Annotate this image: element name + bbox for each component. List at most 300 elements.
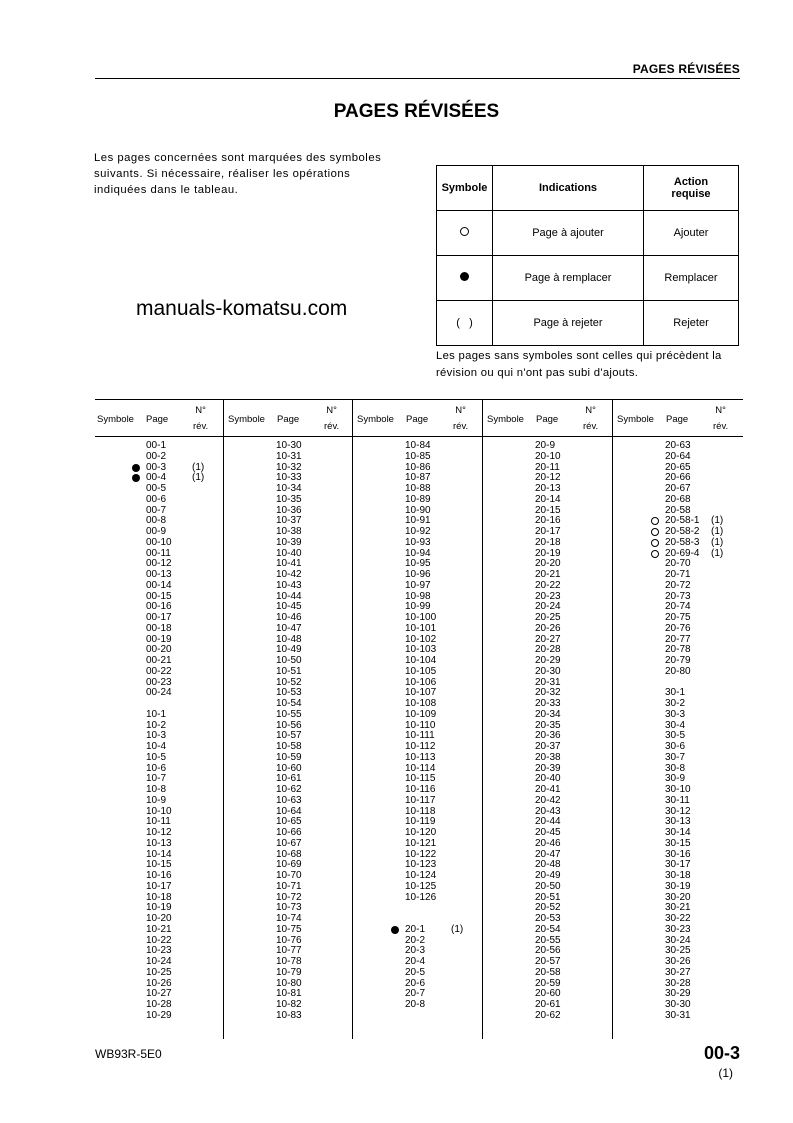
list-page-number: 20-4 [405,956,426,967]
col-header-page: Page [146,414,169,425]
list-page-number: 00-11 [146,547,171,559]
list-page-number: 00-20 [146,644,172,656]
list-page-number: 10-59 [276,751,302,763]
list-item [276,796,396,807]
list-page-number: 30-31 [665,1009,691,1021]
list-page-number: 20-58-2 [665,526,700,537]
list-page-number: 10-57 [276,730,302,742]
legend-indication: Page à remplacer [493,256,644,301]
list-page-number: 20-19 [535,547,561,559]
list-page-number: 20-28 [535,644,561,656]
list-page-number: 20-16 [535,515,561,527]
list-page-number: 30-24 [665,934,691,946]
list-page-number: 20-46 [535,837,561,849]
list-page-number: 20-53 [535,913,561,924]
legend-note [436,348,756,382]
list-page-number: 00-7 [146,504,167,516]
list-page-number: 10-65 [276,816,302,828]
col-header-rev [713,403,728,435]
list-page-number: 10-96 [405,569,431,580]
list-page-number: 30-18 [665,870,691,881]
list-page-number: 10-62 [276,784,302,795]
list-item [146,688,266,699]
list-page-number: 20-26 [535,622,561,634]
list-item [535,624,655,635]
list-item [146,624,266,635]
list-page-number: 10-115 [405,773,436,785]
intro-paragraph [94,150,414,198]
filled-circle-icon [132,474,140,482]
list-page-number: 00-16 [146,601,172,613]
list-item [146,667,266,678]
list-page-number: 30-15 [665,837,691,849]
list-item [535,839,655,850]
list-item [665,624,785,635]
list-item [146,839,266,850]
col-header-symbol: Symbole [487,414,524,425]
list-page-number: 10-94 [405,547,431,559]
list-page-number: 20-5 [405,966,426,978]
list-page-number: 10-26 [146,977,172,989]
list-page-number: 20-3 [405,945,426,957]
list-page-number: 20-10 [535,450,561,462]
page-list-column [276,441,396,1022]
list-page-number: 10-2 [146,719,167,731]
list-page-number: 20-39 [535,762,561,774]
list-page-number: 30-14 [665,827,691,838]
list-page-number: 20-9 [535,440,556,451]
list-item [276,538,396,549]
list-page-number: 10-123 [405,859,437,871]
list-page-number: 10-111 [405,730,435,742]
list-item [665,495,785,506]
legend-indication: Page à rejeter [493,301,644,346]
legend-symbol-cell [437,211,493,256]
list-revision: (1) [192,472,205,484]
list-item [665,667,785,678]
list-page-number: 10-64 [276,805,302,817]
col-header-rev [583,403,598,435]
list-page-number: 20-15 [535,504,561,516]
col-header-rev-line2: rév. [193,421,209,432]
list-page-number: 10-67 [276,837,302,849]
list-page-number: 30-1 [665,687,686,699]
list-page-number: 30-25 [665,945,691,957]
list-page-number: 00-5 [146,483,167,494]
list-item [405,893,525,904]
list-page-number: 10-22 [146,934,172,946]
list-page-number: 30-29 [665,988,691,1000]
list-page-number: 10-35 [276,493,302,505]
list-page-number: 20-44 [535,816,561,828]
list-page-number: 10-107 [405,687,437,699]
list-item [665,581,785,592]
list-page-number: 10-77 [276,945,302,957]
legend-header-action-line1: Action [673,176,709,188]
list-page-number: 10-55 [276,708,302,720]
list-page-number: 00-6 [146,493,167,505]
list-page-number: 10-70 [276,870,302,881]
list-item [665,753,785,764]
list-page-number: 30-4 [665,719,686,731]
list-page-number: 10-34 [276,483,302,494]
list-page-number: 20-24 [535,601,561,613]
list-page-number: 00-12 [146,558,172,570]
list-page-number: 00-17 [146,612,172,623]
list-page-number: 20-33 [535,698,561,709]
list-item [665,968,785,979]
list-page-number: 30-22 [665,913,691,924]
list-item [276,495,396,506]
list-page-number: 00-21 [146,655,172,666]
page-list-column [405,441,525,1011]
col-header-page: Page [406,414,429,425]
list-page-number: 10-48 [276,633,302,645]
list-page-number: 10-85 [405,450,431,462]
list-page-number: 30-9 [665,773,686,785]
list-page-number: 20-73 [665,590,691,602]
list-item [146,1011,266,1022]
list-page-number: 10-50 [276,655,302,666]
legend-symbol-cell: ( ) [437,301,493,346]
list-item [146,581,266,592]
list-page-number: 20-35 [535,719,561,731]
intro-line: suivants. Si nécessaire, réaliser les opérations [94,168,351,180]
list-page-number: 00-22 [146,665,172,677]
legend-header-symbol: Symbole [437,166,493,211]
list-page-number: 00-18 [146,622,172,634]
list-page-number: 10-69 [276,859,302,871]
col-header-rev-line2: rév. [324,421,340,432]
list-page-number: 20-68 [665,493,691,505]
list-page-number: 10-8 [146,784,167,795]
list-page-number: 10-46 [276,612,302,623]
list-page-number: 10-120 [405,827,437,838]
list-item [535,1011,655,1022]
list-page-number: 20-29 [535,655,561,666]
open-circle-icon [651,550,659,558]
list-page-number: 10-42 [276,569,302,580]
list-page-number: 10-90 [405,504,431,516]
col-header-symbol: Symbole [617,414,654,425]
list-page-number: 10-114 [405,762,436,774]
list-page-number: 10-53 [276,687,302,699]
list-page-number: 10-17 [146,880,172,892]
list-page-number: 10-80 [276,977,302,989]
legend-header-action-line2: requise [671,188,711,200]
list-page-number: 10-76 [276,934,302,946]
list-page-number: 30-3 [665,708,686,720]
list-page-number: 00-14 [146,579,172,591]
list-page-number: 10-102 [405,633,437,645]
list-page-number: 30-27 [665,966,691,978]
legend-row-add [437,211,739,256]
list-page-number: 10-52 [276,676,302,688]
list-page-number: 10-1 [146,708,167,720]
list-page-number: 10-41 [276,558,302,570]
list-page-number: 20-25 [535,612,561,623]
list-item [405,882,525,893]
list-item [276,452,396,463]
list-page-number: 10-5 [146,751,167,763]
list-page-number: 10-124 [405,870,437,881]
footer-model: WB93R-5E0 [95,1047,162,1061]
page-list-column [665,441,785,1022]
list-page-number: 00-19 [146,633,172,645]
footer-page-number: 00-3 [703,1043,740,1063]
list-page-number: 20-54 [535,923,561,935]
list-page-number: 10-13 [146,837,172,849]
list-page-number: 10-10 [146,805,172,817]
list-page-number: 10-16 [146,870,172,881]
list-page-number: 10-101 [405,622,437,634]
list-item [405,753,525,764]
list-page-number: 20-40 [535,773,561,785]
list-page-number: 10-103 [405,644,437,656]
list-page-number: 20-7 [405,988,426,1000]
list-page-number: 30-10 [665,784,691,795]
list-page-number: 10-106 [405,676,437,688]
list-page-number: 20-57 [535,956,561,967]
list-revision: (1) [711,526,724,537]
list-page-number: 30-30 [665,999,691,1010]
list-item [665,925,785,936]
list-page-number: 10-112 [405,741,436,752]
list-page-number: 20-21 [535,569,561,580]
col-header-rev [453,403,468,435]
list-item [665,882,785,893]
list-page-number: 20-49 [535,870,561,881]
col-header-rev-line1: N° [455,405,466,416]
list-page-number: 20-6 [405,977,426,989]
filled-circle-icon [460,272,469,281]
list-page-number: 10-28 [146,999,172,1010]
list-page-number: 20-38 [535,751,561,763]
list-page-number: 10-73 [276,902,302,914]
header-divider [95,78,740,79]
col-header-rev-line1: N° [326,405,337,416]
list-page-number: 30-5 [665,730,686,742]
list-page-number: 20-78 [665,644,691,656]
open-circle-icon [651,517,659,525]
list-page-number: 10-40 [276,547,302,559]
list-item [146,796,266,807]
list-page-number: 20-27 [535,633,561,645]
list-page-number: 30-26 [665,956,691,967]
list-page-number: 00-2 [146,450,167,462]
list-page-number: 10-125 [405,880,437,892]
list-page-number: 10-38 [276,526,302,537]
list-item [146,925,266,936]
list-page-number: 10-63 [276,794,302,806]
list-top-rule [95,399,743,400]
list-page-number: 20-30 [535,665,561,677]
list-page-number: 20-31 [535,676,561,688]
list-page-number: 10-66 [276,827,302,838]
list-page-number: 10-119 [405,816,436,828]
list-page-number: 20-60 [535,988,561,1000]
open-circle-icon [651,539,659,547]
list-page-number: 10-7 [146,773,167,785]
list-page-number: 20-75 [665,612,691,623]
list-item [405,968,525,979]
list-page-number: 10-24 [146,956,172,967]
list-page-number: 30-11 [665,794,690,806]
col-header-symbol: Symbole [228,414,265,425]
list-item [535,538,655,549]
list-page-number: 10-29 [146,1009,172,1021]
list-page-number: 10-87 [405,472,431,484]
list-page-number: 10-84 [405,440,431,451]
list-revision: (1) [711,536,724,548]
list-item [405,581,525,592]
list-item [665,710,785,721]
list-page-number: 20-70 [665,558,691,570]
list-page-number: 10-82 [276,999,302,1010]
col-header-symbol: Symbole [357,414,394,425]
list-page-number: 20-58-3 [665,536,700,548]
list-page-number: 20-11 [535,461,560,473]
list-page-number: 00-1 [146,440,167,451]
list-page-number: 10-97 [405,579,431,591]
list-page-number: 10-15 [146,859,172,871]
list-page-number: 20-58-1 [665,515,700,527]
list-page-number: 20-59 [535,977,561,989]
footer-revision: (1) [718,1066,733,1080]
list-item [146,968,266,979]
list-page-number: 10-6 [146,762,167,774]
list-page-number: 20-56 [535,945,561,957]
list-page-number: 20-58 [665,504,691,516]
list-page-number: 10-113 [405,751,436,763]
list-page-number: 10-60 [276,762,302,774]
legend-indication: Page à ajouter [493,211,644,256]
legend-note-line: révision ou qui n'ont pas subi d'ajouts. [436,367,639,379]
list-page-number: 00-3 [146,461,167,473]
list-page-number: 20-13 [535,483,561,494]
list-page-number: 10-117 [405,794,436,806]
col-header-rev-line2: rév. [583,421,599,432]
list-page-number: 10-45 [276,601,302,613]
list-page-number: 30-13 [665,816,691,828]
legend-header-indications: Indications [493,166,644,211]
list-revision: (1) [711,515,724,527]
list-symbol [651,550,659,562]
list-item [535,667,655,678]
list-page-number: 10-83 [276,1009,302,1021]
list-page-number: 20-23 [535,590,561,602]
list-page-number: 20-41 [535,784,561,795]
list-page-number: 00-24 [146,687,172,699]
list-page-number: 20-79 [665,655,691,666]
list-page-number: 10-9 [146,794,167,806]
list-page-number: 20-37 [535,741,561,752]
symbol-legend-table [436,165,739,346]
list-page-number: 10-121 [405,837,437,849]
legend-action: Remplacer [644,256,739,301]
list-item [276,925,396,936]
list-page-number: 20-65 [665,461,691,473]
list-page-number: 10-11 [146,816,171,828]
list-page-number: 20-80 [665,665,691,677]
list-page-number: 20-66 [665,472,691,484]
list-page-number: 10-79 [276,966,302,978]
list-page-number: 00-13 [146,569,172,580]
list-revision: (1) [711,547,724,559]
list-page-number: 10-88 [405,483,431,494]
col-header-rev-line2: rév. [453,421,469,432]
list-page-number: 20-14 [535,493,561,505]
list-item [535,968,655,979]
list-page-number: 00-23 [146,676,172,688]
list-item [535,581,655,592]
list-page-number: 10-122 [405,848,437,860]
list-item [665,839,785,850]
list-page-number: 10-14 [146,848,172,860]
list-item [665,452,785,463]
list-page-number: 20-72 [665,579,691,591]
list-item [276,581,396,592]
list-symbol [391,926,399,938]
col-header-rev [193,403,208,435]
list-page-number: 20-62 [535,1009,561,1021]
list-item [405,1000,525,1011]
col-header-rev-line2: rév. [713,421,729,432]
list-page-number: 10-36 [276,504,302,516]
list-page-number: 20-69-4 [665,547,700,559]
legend-action: Ajouter [644,211,739,256]
list-page-number: 30-12 [665,805,691,817]
list-page-number: 10-75 [276,923,302,935]
list-page-number: 10-27 [146,988,172,1000]
list-page-number: 00-9 [146,526,167,537]
col-header-rev-line1: N° [195,405,206,416]
list-page-number: 20-61 [535,999,561,1010]
open-circle-icon [651,528,659,536]
list-item [535,882,655,893]
list-item [146,710,266,721]
watermark-text: manuals-komatsu.com [136,297,348,320]
list-gap [405,903,525,914]
list-page-number: 10-110 [405,719,436,731]
list-item [405,452,525,463]
list-page-number: 20-63 [665,440,691,451]
list-page-number: 20-8 [405,999,426,1010]
list-page-number: 10-43 [276,579,302,591]
list-page-number: 10-104 [405,655,437,666]
list-page-number: 10-25 [146,966,172,978]
list-page-number: 10-32 [276,461,302,473]
list-page-number: 10-47 [276,622,302,634]
list-page-number: 10-12 [146,827,172,838]
list-item [535,452,655,463]
list-page-number: 20-18 [535,536,561,548]
list-page-number: 30-16 [665,848,691,860]
list-page-number: 10-23 [146,945,172,957]
list-page-number: 00-8 [146,515,167,527]
list-page-number: 30-2 [665,698,686,709]
col-header-symbol: Symbole [97,414,134,425]
list-page-number: 10-116 [405,784,436,795]
list-page-number: 10-68 [276,848,302,860]
list-page-number: 20-67 [665,483,691,494]
list-page-number: 10-20 [146,913,172,924]
list-page-number: 10-44 [276,590,302,602]
list-page-number: 10-33 [276,472,302,484]
list-page-number: 10-49 [276,644,302,656]
list-page-number: 20-48 [535,859,561,871]
list-item [535,495,655,506]
